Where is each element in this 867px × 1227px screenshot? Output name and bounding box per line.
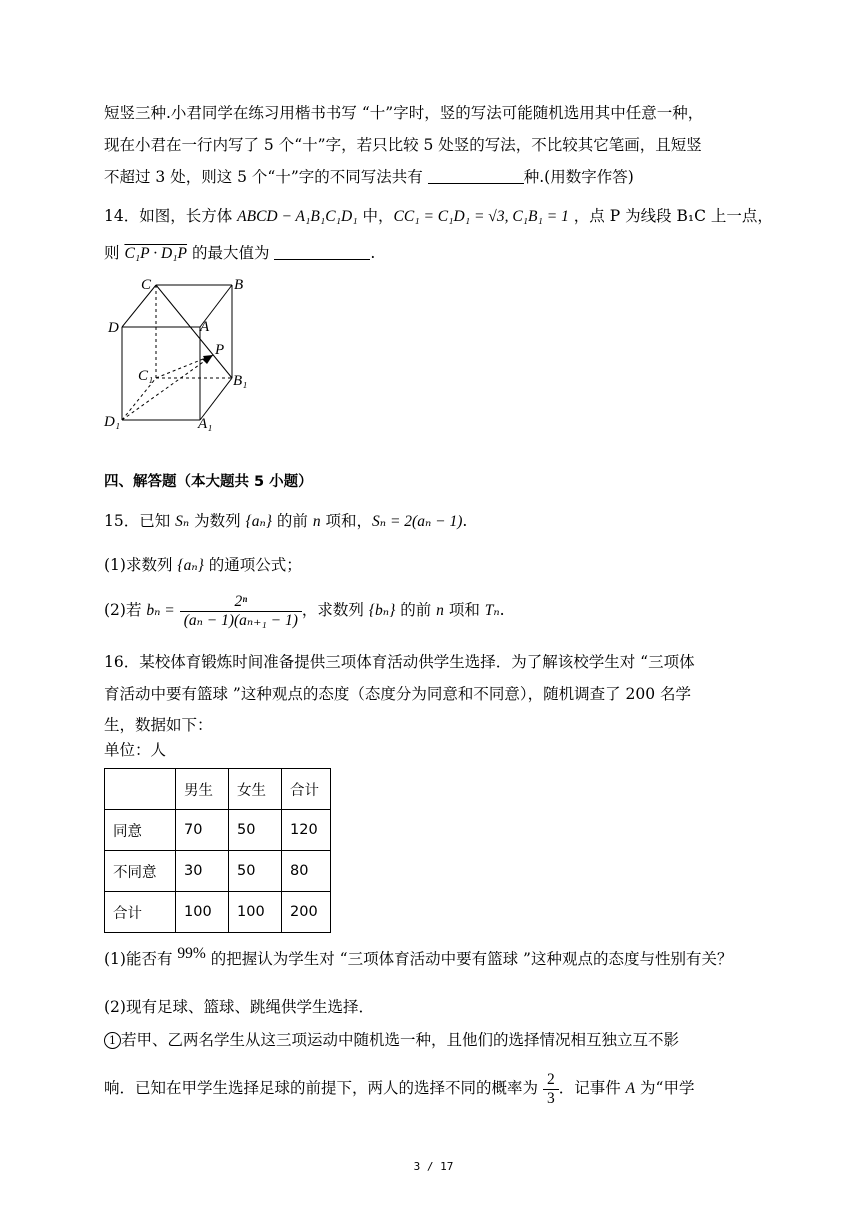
q15-bn-fraction	[180, 593, 302, 630]
label-D: D	[108, 320, 119, 336]
table-row	[105, 810, 331, 851]
q16-sub-1-line-2-post: ．记事件	[558, 1079, 626, 1097]
q16-sub-1-line-2-end: 为“甲学	[635, 1079, 695, 1097]
q13-line-3-text: 不超过 3 处，则这 5 个“十”字的不同写法共有	[104, 168, 428, 186]
q15-part-2-mid2: 的前	[395, 601, 437, 619]
q14-vector-expression: C₁P · D₁P	[124, 245, 188, 262]
probability-fraction	[543, 1071, 559, 1108]
table-header-cell	[105, 769, 176, 810]
q14-mid: 中，	[357, 207, 394, 225]
q15-part-2-post: 项和	[443, 601, 485, 619]
table-cell: 120	[282, 810, 331, 851]
table-cell: 200	[282, 892, 331, 933]
answer-blank-q13	[428, 167, 524, 184]
table-header-cell: 男生	[176, 769, 229, 810]
table-cell: 80	[282, 851, 331, 892]
q15-part-2	[104, 592, 505, 630]
table-cell: 70	[176, 810, 229, 851]
fraction-numerator: 2	[543, 1071, 559, 1090]
q15-part-2-n: n	[436, 602, 444, 619]
q16-sub-1-text: 若甲、乙两名学生从这三项运动中随机选一种，且他们的选择情况相互独立互不影	[121, 1031, 680, 1049]
event-A: A	[625, 1080, 636, 1097]
q16-sub-1-line-2	[104, 1064, 694, 1113]
q14-solid: ABCD − A₁B₁C₁D₁	[237, 208, 358, 225]
q15-bn-lhs: bₙ =	[146, 602, 175, 619]
q16-sub-1-line-1	[104, 1029, 679, 1051]
q14-comma: ，	[568, 207, 590, 225]
q16-part-1-pre: (1)能否有	[104, 950, 178, 968]
q16-line-1: 16．某校体育锻炼时间准备提供三项体育活动供学生选择．为了解该校学生对 “三项体	[104, 653, 695, 671]
label-A: A	[200, 319, 210, 335]
q14-number: 14．如图，长方体	[104, 207, 238, 225]
table-cell: 不同意	[105, 851, 176, 892]
label-P: P	[215, 342, 225, 358]
q15-part-1-an: {aₙ}	[177, 557, 204, 574]
q16-line-2: 育活动中要有篮球 ”这种观点的态度（态度分为同意和不同意），随机调查了 200 名学	[104, 685, 692, 703]
q15-text-b: 的前	[272, 512, 313, 530]
q15-part-2-dot: .	[499, 601, 505, 619]
table-cell: 50	[229, 851, 282, 892]
q15-an-sequence: {aₙ}	[245, 513, 272, 530]
q15-part-2-pre: (2)若	[104, 601, 147, 619]
q15-bn-sequence: {bₙ}	[368, 602, 396, 619]
label-B1: B₁	[233, 373, 248, 389]
q13-line-3	[104, 166, 634, 188]
edge-A1B1	[200, 378, 232, 420]
answer-blank-q14	[274, 243, 370, 260]
q14-line-1	[104, 205, 773, 228]
q14-line-2-pre: 则	[104, 244, 125, 262]
q15-n: n	[312, 513, 321, 530]
q14-condition: CC₁ = C₁D₁ = √3, C₁B₁ = 1	[393, 208, 569, 225]
q16-sub-1-line-2-pre: 响．已知在甲学生选择足球的前提下，两人的选择不同的概率为	[104, 1079, 543, 1097]
q15-line-1	[104, 510, 467, 533]
q13-line-1: 短竖三种.小君同学在练习用楷书书写 “十”字时，竖的写法可能随机选用其中任意一种，	[104, 104, 704, 122]
segment-CB1	[156, 285, 232, 378]
q15-formula: Sₙ = 2(aₙ − 1)	[372, 513, 463, 530]
q15-number: 15．已知	[104, 512, 176, 530]
fraction-denominator: 3	[546, 1089, 555, 1107]
q13-line-2: 现在小君在一行内写了 5 个“十”字，若只比较 5 处竖的写法，不比较其它笔画，且短竖	[104, 136, 702, 154]
q16-part-1	[104, 943, 732, 970]
q14-line-2-post: 的最大值为	[187, 244, 275, 262]
table-header-row	[105, 769, 331, 810]
q13-line-3-end: 种.(用数字作答)	[523, 168, 634, 186]
table-cell: 50	[229, 810, 282, 851]
q15-text-c: 项和，	[320, 512, 373, 530]
vector-D1P	[122, 355, 213, 420]
q16-part-1-post: 的把握认为学生对 “三项体育活动中要有篮球 ”这种观点的态度与性别有关？	[205, 950, 733, 968]
table-header-cell: 女生	[229, 769, 282, 810]
table-cell: 100	[176, 892, 229, 933]
table-row	[105, 892, 331, 933]
q15-part-1-pre: (1)求数列	[104, 556, 178, 574]
q15-part-1	[104, 554, 302, 577]
q16-part-2: (2)现有足球、篮球、跳绳供学生选择．	[104, 998, 374, 1016]
q15-part-2-mid: ，求数列	[301, 601, 369, 619]
q14-period: .	[370, 244, 376, 262]
table-row	[105, 851, 331, 892]
edge-D1C1-hidden	[122, 378, 156, 420]
table-header-cell: 合计	[282, 769, 331, 810]
table-cell: 100	[229, 892, 282, 933]
page-number: 3 / 17	[413, 1160, 454, 1173]
label-C: C	[141, 277, 152, 293]
section-title: 四、解答题（本大题共 5 小题）	[104, 474, 313, 490]
q15-text-a: 为数列	[189, 512, 246, 530]
table-cell: 30	[176, 851, 229, 892]
label-B: B	[234, 277, 244, 293]
survey-table	[104, 768, 331, 933]
q15-dot: .	[462, 512, 468, 530]
label-D1: D₁	[104, 414, 121, 430]
q15-bn-numerator: 2ⁿ	[180, 593, 302, 612]
table-cell: 合计	[105, 892, 176, 933]
q16-percent: 99%	[177, 945, 206, 962]
q14-line-2	[104, 242, 375, 265]
label-A1: A₁	[198, 416, 213, 432]
q16-unit: 单位：人	[104, 741, 167, 759]
cuboid-figure	[100, 272, 250, 437]
table-cell: 同意	[105, 810, 176, 851]
q15-Sn: Sₙ	[175, 513, 190, 530]
q15-part-1-post: 的通项公式；	[203, 556, 302, 574]
label-C1: C₁	[138, 368, 154, 384]
circled-number-1: 1	[104, 1032, 121, 1049]
q15-bn-denominator: (aₙ − 1)(aₙ₊₁ − 1)	[183, 611, 298, 629]
q16-line-3: 生，数据如下：	[104, 716, 213, 734]
q14-point-text: 点 P 为线段 B₁C 上一点，	[589, 207, 773, 225]
q15-Tn: Tₙ	[484, 602, 500, 619]
